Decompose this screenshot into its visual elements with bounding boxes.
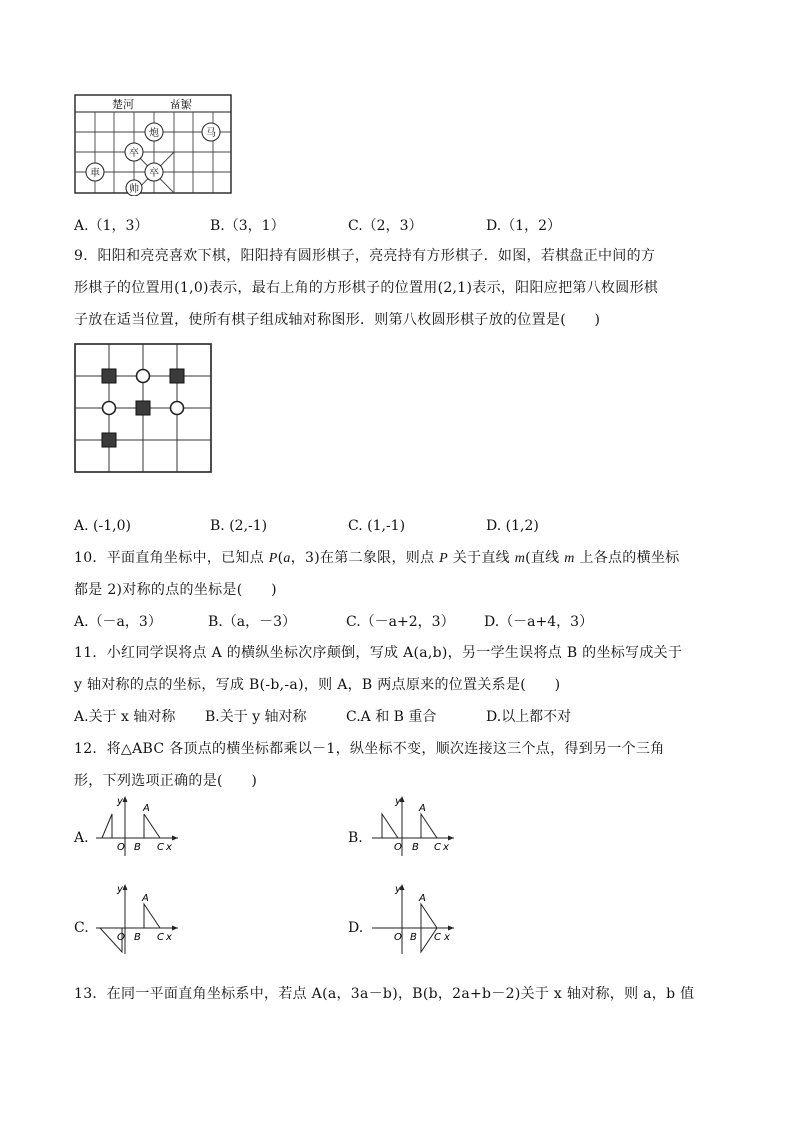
q12-text-line-1: 12．将△ABC 各顶点的横坐标都乘以－1，纵坐标不变，顺次连接这三个点，得到另一个三角 [74, 741, 665, 757]
q10-option-d[interactable]: D.（－a+4，3） [484, 614, 594, 630]
svg-text:帅: 帅 [129, 184, 139, 195]
svg-text:O: O [394, 932, 402, 943]
svg-text:y: y [395, 884, 401, 895]
q10-option-b[interactable]: B.（a，－3） [208, 614, 297, 630]
square-piece [102, 369, 116, 383]
circle-piece [103, 402, 116, 415]
svg-text:卒: 卒 [149, 168, 159, 179]
q12-graph-a [92, 792, 182, 858]
q11-text-line-1: 11．小红同学误将点 A 的横纵坐标次序颠倒，写成 A(a,b)，另一学生误将点 B 的坐标写成关于 [74, 645, 683, 661]
circle-piece [171, 402, 184, 415]
piece-shuai [126, 180, 142, 196]
q9-option-b[interactable]: B. (2,-1) [210, 518, 268, 534]
piece-zu-2 [145, 163, 163, 181]
piece-ju [86, 163, 104, 181]
svg-text:B: B [134, 842, 141, 853]
svg-text:B: B [412, 842, 419, 853]
q12-graph-c [92, 880, 182, 956]
q8-option-c[interactable]: C.（2，3） [348, 218, 423, 234]
svg-text:y: y [117, 884, 123, 895]
piece-pao [145, 123, 163, 141]
svg-text:A: A [143, 803, 150, 814]
svg-text:y: y [395, 796, 401, 807]
piece-ma [202, 123, 220, 141]
q12-option-c[interactable]: C. [74, 920, 89, 936]
piece-zu-1 [125, 143, 143, 161]
svg-text:卒: 卒 [129, 148, 139, 159]
q12-text-line-2: 形，下列选项正确的是( ) [74, 773, 258, 789]
svg-text:马: 马 [206, 128, 216, 139]
q10-option-c[interactable]: C.（－a+2，3） [346, 614, 455, 630]
q11-option-c[interactable]: C.A 和 B 重合 [346, 709, 437, 725]
q11-option-a[interactable]: A.关于 x 轴对称 [74, 709, 176, 725]
q11-option-b[interactable]: B.关于 y 轴对称 [205, 709, 307, 725]
q9-text-line-3: 子放在适当位置，使所有棋子组成轴对称图形．则第八枚圆形棋子放的位置是( ) [74, 312, 601, 328]
go-board-figure [74, 343, 214, 475]
svg-text:O: O [394, 842, 402, 853]
q10-text-line-2: 都是 2)对称的点的坐标是( ) [74, 582, 277, 598]
svg-text:炮: 炮 [149, 128, 159, 139]
q9-option-c[interactable]: C. (1,-1) [348, 518, 406, 534]
q8-option-b[interactable]: B.（3，1） [210, 218, 285, 234]
q10-text-line-1: 10．平面直角坐标中，已知点 P(a，3)在第二象限，则点 P 关于直线 m(直线 m 上各点的横坐标 [74, 550, 680, 566]
svg-text:B: B [410, 932, 417, 943]
q10-option-a[interactable]: A.（－a，3） [74, 614, 162, 630]
svg-text:x: x [444, 932, 450, 943]
q9-option-a[interactable]: A. (-1,0) [74, 518, 131, 534]
svg-text:C: C [157, 932, 164, 943]
svg-text:O: O [117, 932, 125, 943]
q9-text-line-1: 9．阳阳和亮亮喜欢下棋，阳阳持有圆形棋子，亮亮持有方形棋子．如图，若棋盘正中间的方 [74, 248, 656, 264]
q12-graph-b [368, 792, 458, 858]
svg-text:x: x [166, 932, 172, 943]
q11-option-d[interactable]: D.以上都不对 [486, 709, 572, 725]
q12-option-b[interactable]: B. [348, 830, 363, 846]
chess-board-figure [74, 94, 234, 196]
square-piece [136, 401, 150, 415]
svg-text:B: B [134, 932, 141, 943]
q8-option-d[interactable]: D.（1，2） [486, 218, 562, 234]
river-label-left: 楚河 [112, 98, 134, 111]
q12-graph-d [368, 880, 458, 956]
svg-text:y: y [117, 796, 123, 807]
q11-text-line-2: y 轴对称的点的坐标，写成 B(-b,-a)，则 A，B 两点原来的位置关系是( ) [74, 677, 561, 693]
q12-option-a[interactable]: A. [74, 830, 89, 846]
q13-text-line-1: 13．在同一平面直角坐标系中，若点 A(a，3a－b)，B(b，2a+b－2)关于 x 轴对称，则 a，b 值 [74, 986, 695, 1002]
svg-text:A: A [142, 893, 149, 904]
svg-text:x: x [166, 842, 172, 853]
svg-text:車: 車 [90, 168, 100, 179]
river-label-right: 漢界 [170, 97, 192, 110]
svg-text:C: C [157, 842, 164, 853]
square-piece [170, 369, 184, 383]
svg-text:C: C [434, 932, 441, 943]
circle-piece [137, 370, 150, 383]
svg-text:O: O [117, 842, 125, 853]
svg-text:x: x [443, 842, 449, 853]
q9-text-line-2: 形棋子的位置用(1,0)表示，最右上角的方形棋子的位置用(2,1)表示，阳阳应把第八枚圆形棋 [74, 280, 659, 296]
svg-text:C: C [434, 842, 441, 853]
svg-text:A: A [419, 893, 426, 904]
q12-option-d[interactable]: D. [348, 920, 364, 936]
square-piece [102, 433, 116, 447]
q9-option-d[interactable]: D. (1,2) [486, 518, 539, 534]
svg-text:A: A [419, 803, 426, 814]
q8-option-a[interactable]: A.（1，3） [74, 218, 149, 234]
